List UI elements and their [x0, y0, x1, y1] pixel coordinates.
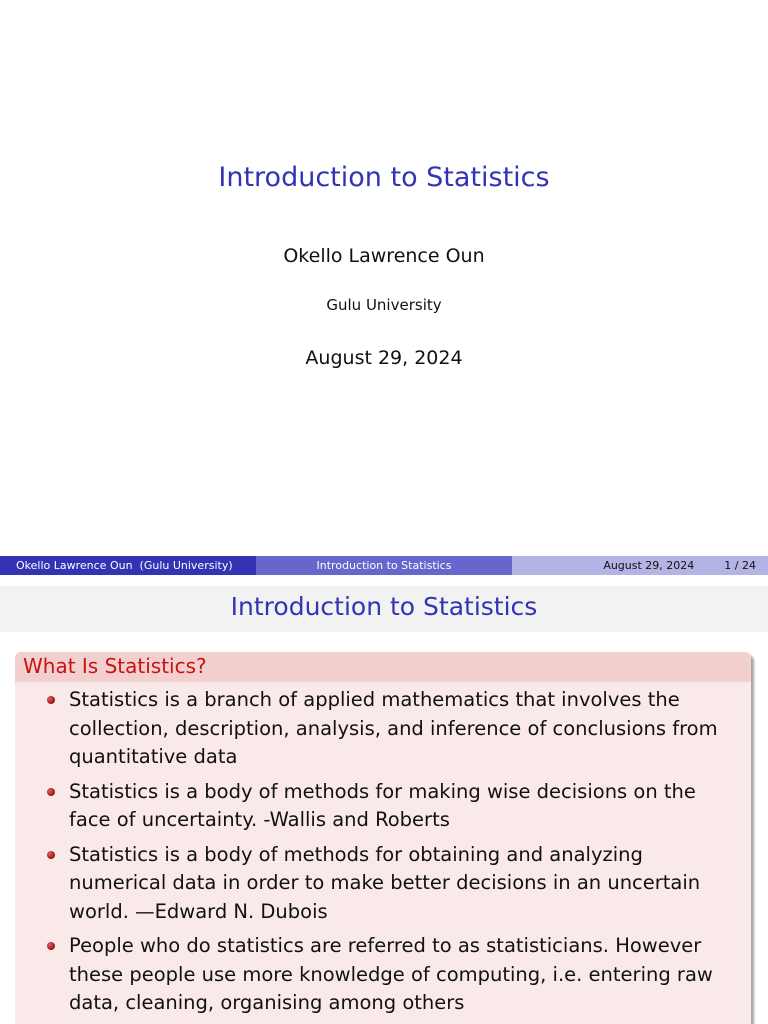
bullet-text: Statistics is a body of methods for making wise decisions on the face of uncertainty. -Wallis and Roberts — [69, 779, 696, 831]
footer-author: Okello Lawrence Oun (Gulu University) — [0, 556, 256, 575]
definition-block — [15, 652, 751, 1024]
bullet-icon — [47, 788, 55, 796]
list-item — [47, 686, 731, 772]
bullet-text: Statistics is a branch of applied mathematics that involves the collection, description, analysis, and inference of conclusions from quantitative data — [69, 688, 718, 768]
block-title: What Is Statistics? — [15, 652, 751, 682]
frame-header — [0, 586, 768, 632]
author-name: Okello Lawrence Oun — [283, 245, 485, 267]
presentation-date: August 29, 2024 — [305, 347, 463, 369]
list-item — [47, 841, 731, 927]
list-item — [47, 932, 731, 1018]
bullet-list — [47, 686, 731, 1018]
footer-date: August 29, 2024 — [603, 559, 695, 572]
institute-name: Gulu University — [326, 296, 442, 314]
footer-right — [512, 556, 768, 575]
footer-page-number: 1 / 24 — [724, 559, 756, 572]
content-slide — [0, 576, 768, 1024]
bullet-text: Statistics is a body of methods for obtaining and analyzing numerical data in order to make better decisions in an uncertain world. —Edward N. Dubois — [69, 842, 701, 923]
bullet-icon — [47, 942, 55, 950]
block-body — [15, 682, 751, 1018]
bullet-text: People who do statistics are referred to as statisticians. However these people use more knowledge of computing, i.e. entering raw data, cleaning, organising among others — [69, 934, 713, 1014]
bullet-icon — [47, 696, 55, 704]
bullet-icon — [47, 851, 55, 859]
frame-title: Introduction to Statistics — [230, 592, 538, 621]
presentation-title: Introduction to Statistics — [218, 162, 550, 193]
slide-footer — [0, 556, 768, 575]
footer-title: Introduction to Statistics — [256, 556, 512, 575]
list-item — [47, 778, 731, 835]
